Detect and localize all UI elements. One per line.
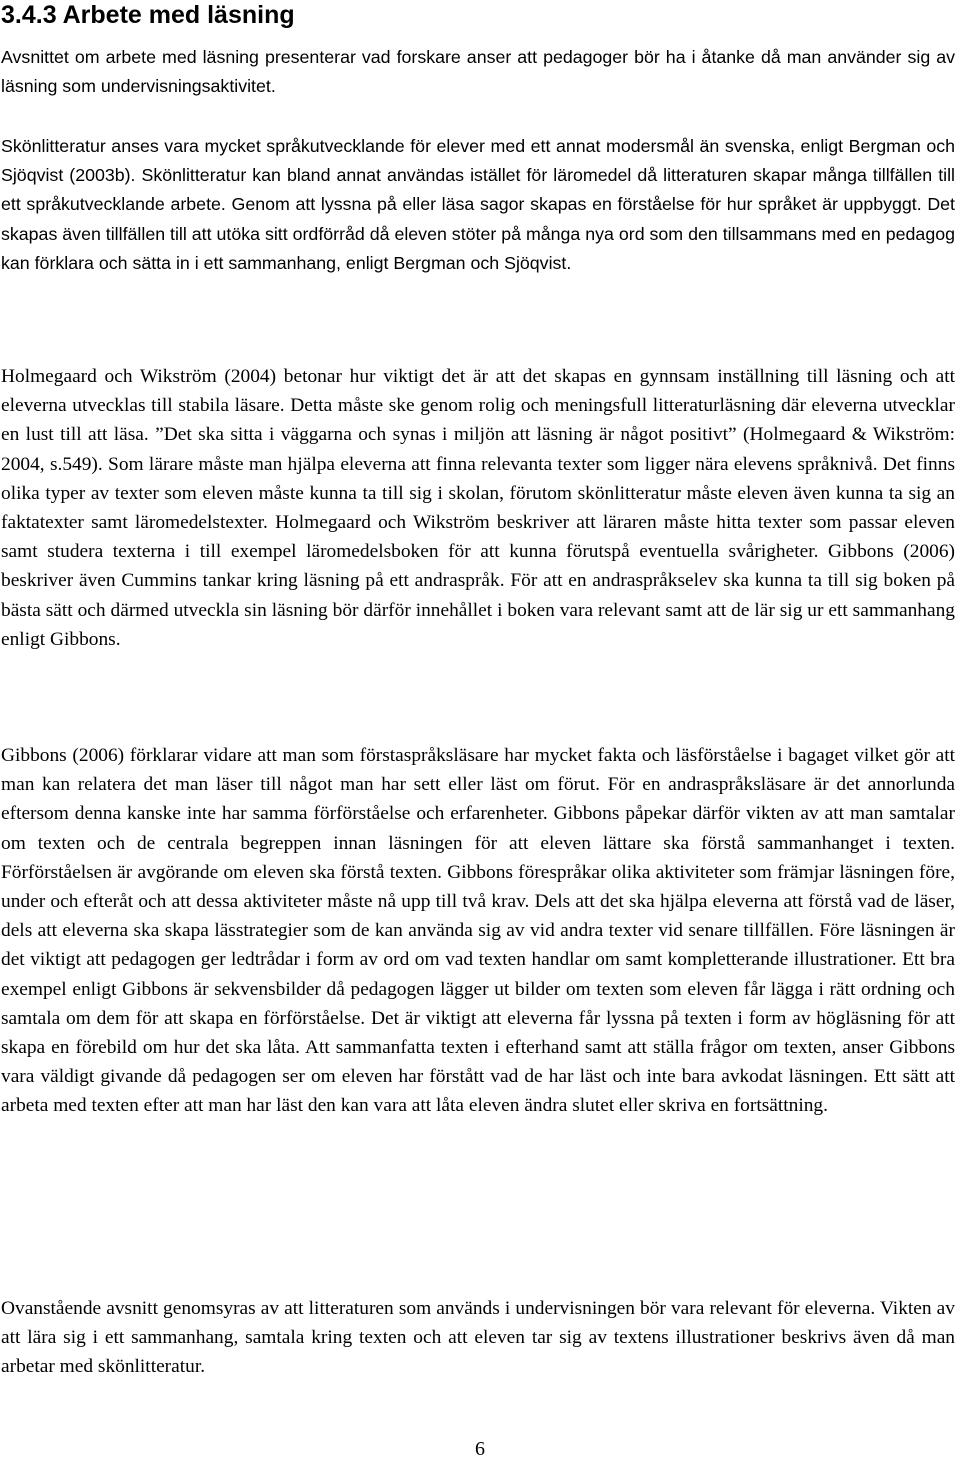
page-number: 6 [475,1438,485,1460]
intro-paragraph: Avsnittet om arbete med läsning presenterar vad forskare anser att pedagoger bör ha i åtanke då man använder sig av läsning som undervisningsaktivitet. [1,47,955,97]
paragraph-holmegaard: Holmegaard och Wikström (2004) betonar hur viktigt det är att det skapas en gynnsam inställning till läsning och att eleverna utvecklas till stabila läsare. Detta måste ske genom rolig och meningsfull litteraturläsning där eleverna utvecklar en lust till att läsa. ”Det ska sitta i väggarna och synas i miljön att läsning är något positivt” (Holmegaard & Wikström: 2004, s.549). Som lärare måste man hjälpa eleverna att finna relevanta texter som ligger nära elevens språknivå. Det finns olika typer av texter som eleven måste kunna ta till sig i skolan, förutom skönlitteratur måste eleven även kunna ta sig an faktatexter samt läromedelstexter. Holmegaard och Wikström beskriver att läraren måste hitta texter som passar eleven samt studera texterna i till exempel läromedelsboken för att kunna förutspå eventuella svårigheter. Gibbons (2006) beskriver även Cummins tankar kring läsning på ett andraspråk. För att en andraspråkselev ska kunna ta till sig boken på bästa sätt och därmed utveckla sin läsning bör därför innehållet i boken vara relevant samt att de lär sig ur ett sammanhang enligt Gibbons. [1,366,955,650]
paragraph-gibbons: Gibbons (2006) förklarar vidare att man som förstaspråksläsare har mycket fakta och läsförståelse i bagaget vilket gör att man kan relatera det man läser till något man har sett eller läst om förut. För en andraspråksläsare är det annorlunda eftersom denna kanske inte har samma förförståelse och erfarenheter. Gibbons påpekar därför vikten av att man samtalar om texten och de centrala begreppen innan läsningen för att eleven lättare ska förstå sammanhanget i texten. Förförståelsen är avgörande om eleven ska förstå texten. Gibbons förespråkar olika aktiviteter som främjar läsningen före, under och efteråt och att dessa aktiviteter måste nå upp till två krav. Dels att det ska hjälpa eleverna att förstå vad de läser, dels att eleverna ska skapa lässtrategier som de kan använda sig av vid andra texter vid senare tillfällen. Före läsningen är det viktigt att pedagogen ger ledtrådar i form av ord om vad texten handlar om samt kompletterande illustrationer. Ett bra exempel enligt Gibbons är sekvensbilder då pedagogen lägger ut bilder om texten som eleven får lägga i rätt ordning och samtala om dem för att skapa en förförståelse. Det är viktigt att eleverna får lyssna på texten i form av högläsning för att skapa en förebild om hur det ska låta. Att sammanfatta texten i efterhand samt att ställa frågor om texten, anser Gibbons vara väldigt givande då pedagogen ser om eleven har förstått vad de har läst och inte bara avkodat läsningen. Ett sätt att arbeta med texten efter att man har läst den kan vara att låta eleven ändra slutet eller skriva en fortsättning. [1,745,955,1117]
paragraph-skonlitteratur: Skönlitteratur anses vara mycket språkutvecklande för elever med ett annat modersmål än svenska, enligt Bergman och Sjöqvist (2003b). Skönlitteratur kan bland annat användas istället för läromedel då litteraturen skapar många tillfällen till ett språkutvecklande arbete. Genom att lyssna på eller läsa sagor skapas en förståelse för hur språket är uppbyggt. Det skapas även tillfällen till att utöka sitt ordförråd då eleven stöter på många nya ord som den tillsammans med en pedagog kan förklara och sätta in i ett sammanhang, enligt Bergman och Sjöqvist. [1,136,955,273]
section-heading: 3.4.3 Arbete med läsning [1,1,295,29]
paragraph-summary: Ovanstående avsnitt genomsyras av att litteraturen som används i undervisningen bör vara relevant för eleverna. Vikten av att lära sig i ett sammanhang, samtala kring texten och att eleven tar sig av textens illustrationer beskrivs även då man arbetar med skönlitteratur. [1,1298,955,1378]
